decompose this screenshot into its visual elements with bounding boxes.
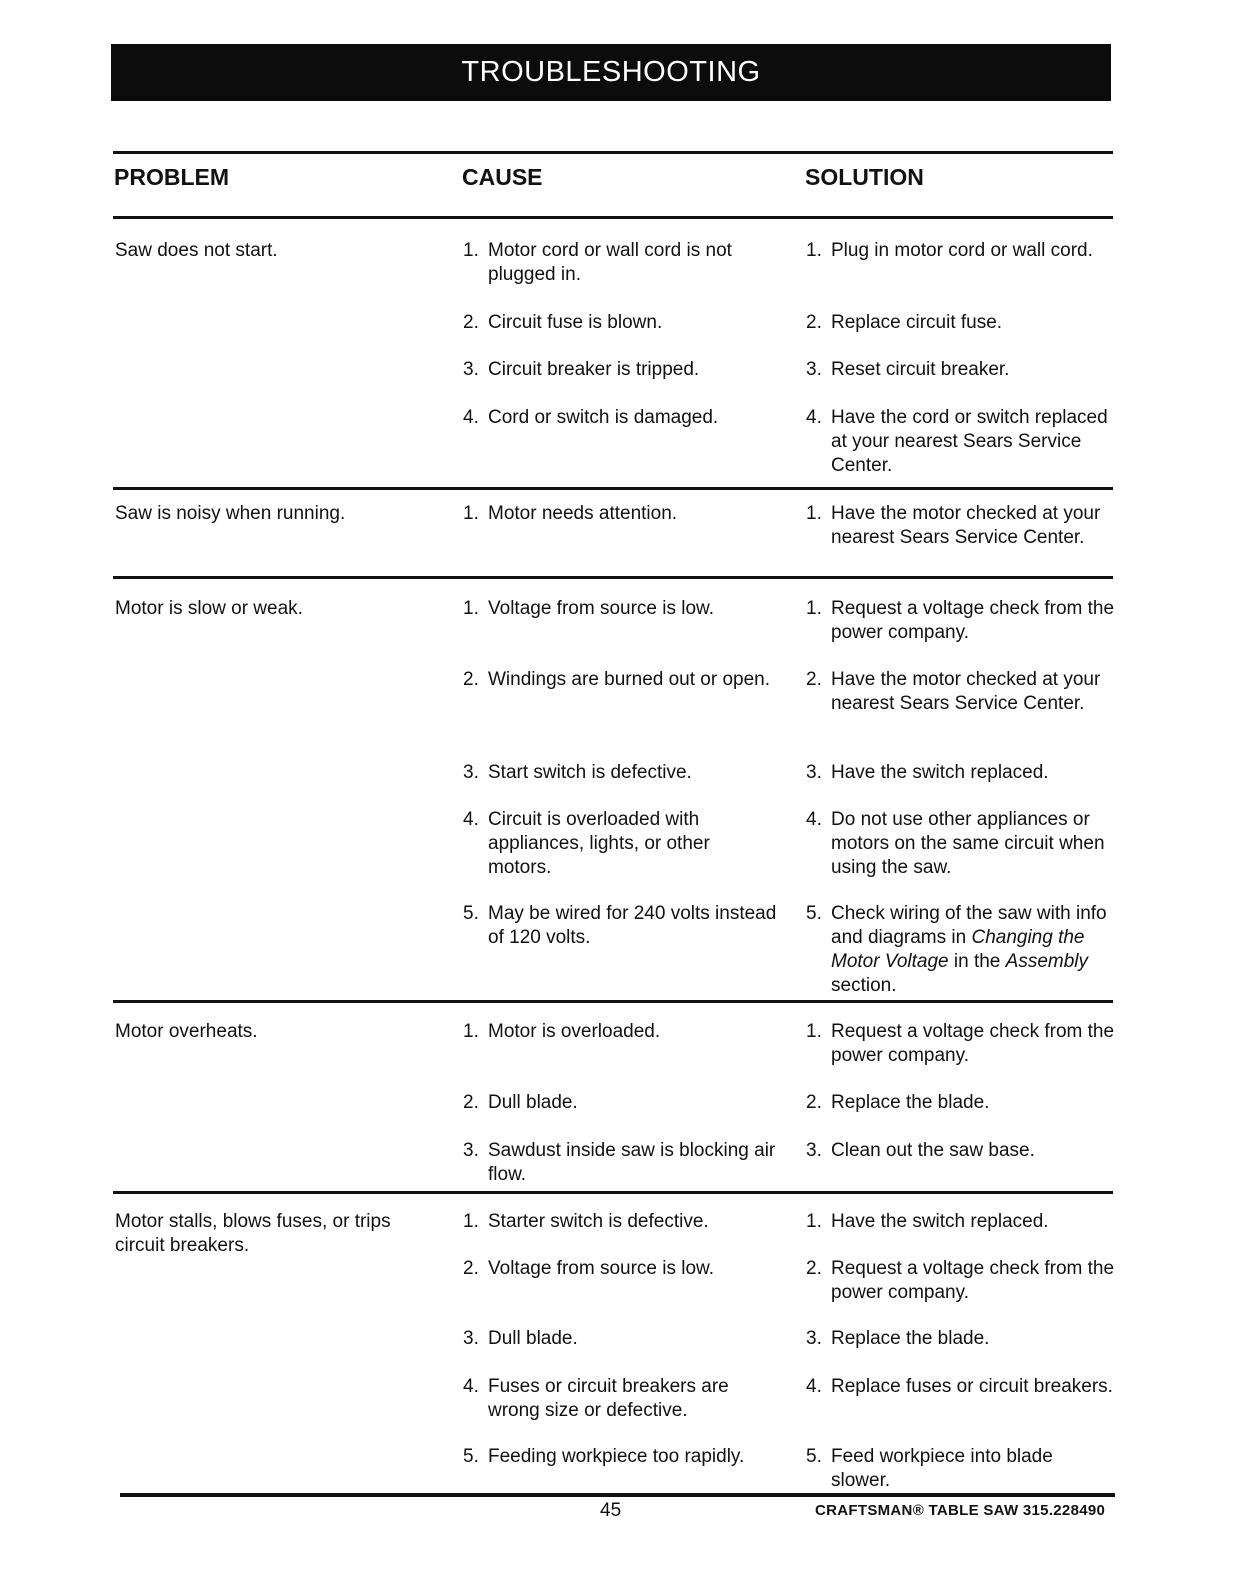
reference-assembly: Assembly <box>1005 951 1088 972</box>
solution-item: 2. Replace circuit fuse. <box>806 312 1003 333</box>
header-bottom-rule <box>113 216 1113 219</box>
cause-item: 4. Fuses or circuit breakers are wrong size or defective. <box>463 1376 729 1421</box>
solution-item: 5. Feed workpiece into blade slower. <box>806 1446 1053 1491</box>
solution-item: 3. Replace the blade. <box>806 1328 990 1349</box>
solution-item: 1. Request a voltage check from the power company. <box>806 598 1115 643</box>
solution-item: 2. Replace the blade. <box>806 1092 990 1113</box>
cause-item: 5. May be wired for 240 volts instead of 120 volts. <box>463 903 777 948</box>
solution-item: 3. Clean out the saw base. <box>806 1140 1035 1161</box>
problem-text: Motor is slow or weak. <box>115 598 303 619</box>
section-divider <box>113 576 1113 579</box>
header-top-rule <box>113 151 1113 154</box>
cause-item: 5. Feeding workpiece too rapidly. <box>463 1446 745 1467</box>
section-divider <box>113 1000 1113 1003</box>
problem-text: Motor overheats. <box>115 1021 258 1042</box>
solution-item: 4. Do not use other appliances or motors on the same circuit when using the saw. <box>806 809 1105 878</box>
cause-item: 2. Dull blade. <box>463 1092 578 1113</box>
problem-text: Saw does not start. <box>115 240 278 261</box>
solution-item: 1. Have the switch replaced. <box>806 1211 1049 1232</box>
section-divider <box>113 1191 1113 1194</box>
solution-item: 1. Request a voltage check from the power company. <box>806 1021 1115 1066</box>
cause-item: 2. Circuit fuse is blown. <box>463 312 663 333</box>
cause-item: 1. Motor cord or wall cord is not plugged in. <box>463 240 732 285</box>
problem-text: Motor stalls, blows fuses, or trips circuit breakers. <box>115 1211 391 1256</box>
section-divider <box>113 487 1113 490</box>
cause-item: 2. Voltage from source is low. <box>463 1258 714 1279</box>
cause-item: 4. Cord or switch is damaged. <box>463 407 719 428</box>
cause-item: 1. Motor needs attention. <box>463 503 678 524</box>
cause-item: 1. Motor is overloaded. <box>463 1021 661 1042</box>
column-header-solution: SOLUTION <box>805 164 924 190</box>
column-header-cause: CAUSE <box>462 164 543 190</box>
page-title-banner <box>111 44 1111 101</box>
cause-item: 4. Circuit is overloaded with appliances, lights, or other motors. <box>463 809 710 878</box>
solution-item: 1. Plug in motor cord or wall cord. <box>806 240 1093 261</box>
cause-item: 3. Sawdust inside saw is blocking air flow. <box>463 1140 776 1185</box>
footer-rule <box>120 1493 1115 1497</box>
cause-item: 2. Windings are burned out or open. <box>463 669 771 690</box>
solution-item: 3. Reset circuit breaker. <box>806 359 1010 380</box>
solution-item: 4. Have the cord or switch replaced at your nearest Sears Service Center. <box>806 407 1108 476</box>
solution-item: 2. Have the motor checked at your nearest Sears Service Center. <box>806 669 1101 714</box>
cause-item: 1. Voltage from source is low. <box>463 598 714 619</box>
page-title: TROUBLESHOOTING <box>461 56 761 88</box>
product-brand-label: CRAFTSMAN® TABLE SAW 315.228490 <box>815 1502 1106 1519</box>
page-number: 45 <box>600 1500 622 1521</box>
problem-text: Saw is noisy when running. <box>115 503 346 524</box>
solution-item: 4. Replace fuses or circuit breakers. <box>806 1376 1113 1397</box>
cause-item: 3. Circuit breaker is tripped. <box>463 359 700 380</box>
solution-item: 5. Check wiring of the saw with info and diagrams in Changing the Motor Voltage in the Assembly section. <box>806 903 1107 996</box>
cause-item: 1. Starter switch is defective. <box>463 1211 709 1232</box>
solution-item: 2. Request a voltage check from the power company. <box>806 1258 1115 1303</box>
cause-item: 3. Start switch is defective. <box>463 762 692 783</box>
solution-item: 3. Have the switch replaced. <box>806 762 1049 783</box>
solution-item: 1. Have the motor checked at your nearest Sears Service Center. <box>806 503 1101 548</box>
column-header-problem: PROBLEM <box>114 164 229 190</box>
cause-item: 3. Dull blade. <box>463 1328 578 1349</box>
reference-changing-motor-voltage: Changing the Motor Voltage <box>831 927 1085 972</box>
